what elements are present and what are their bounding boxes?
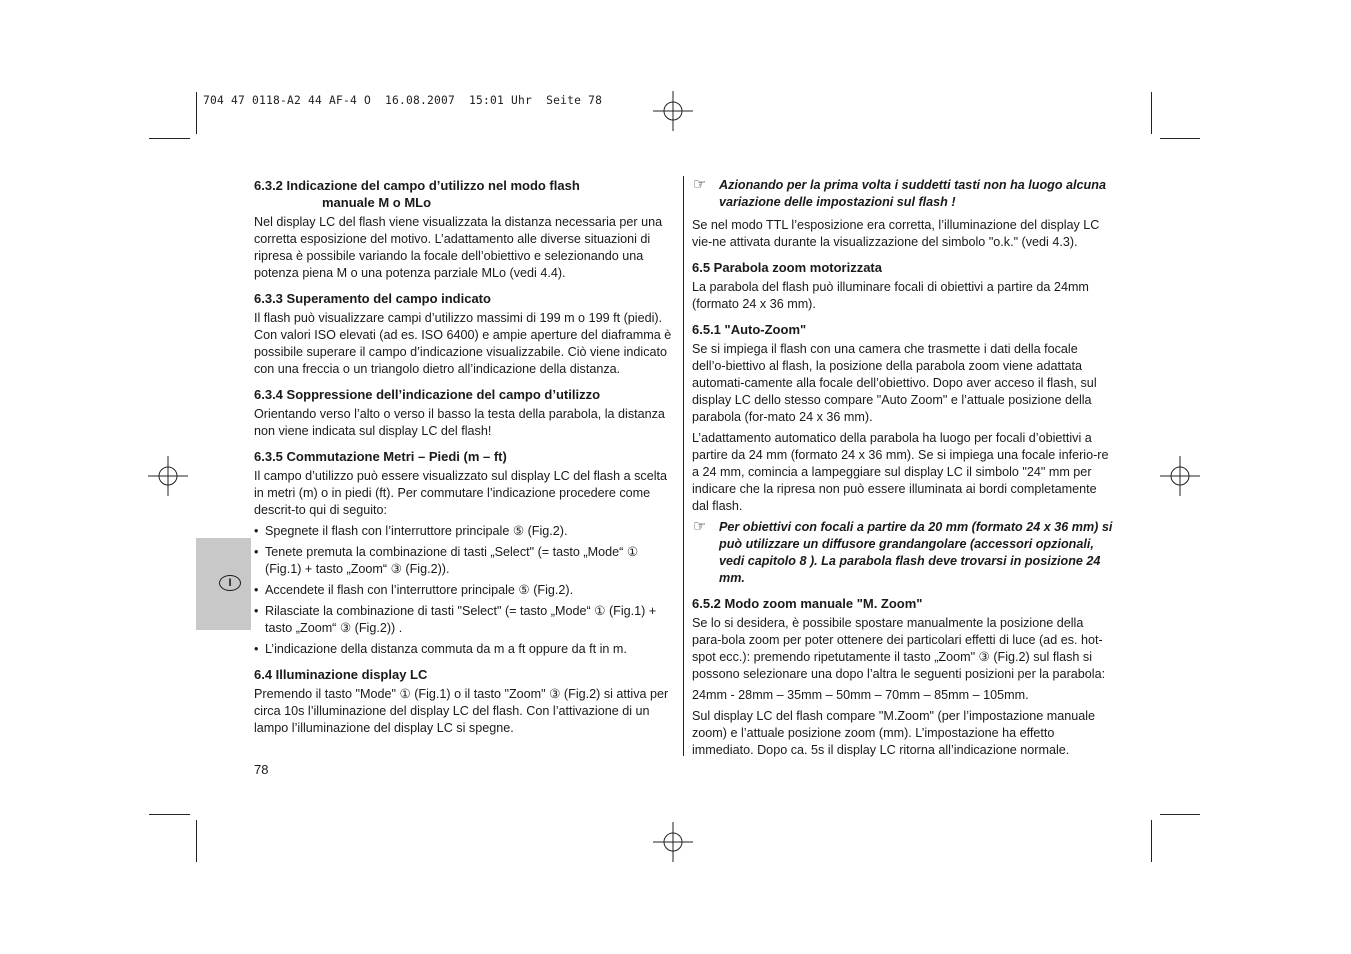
crop-mark [196, 820, 197, 862]
pointing-hand-icon: ☞ [693, 518, 707, 535]
pointing-hand-icon: ☞ [693, 176, 707, 193]
paragraph: Orientando verso l’alto o verso il basso la testa della parabola, la distanza non viene indicata sul display LC del flash! [254, 407, 665, 438]
crop-mark [196, 92, 197, 134]
right-column [692, 177, 1114, 763]
heading-6-3-2: 6.3.2 Indicazione del campo d’utilizzo nel modo flash manuale M o MLo [254, 178, 580, 210]
crop-mark [1160, 814, 1200, 815]
list-item: • Tenete premuta la combinazione di tasti „Select" (= tasto „Mode“ ① (Fig.1) + tasto „Zoom“ ③ (Fig.2)). [254, 544, 675, 578]
list-item: • Spegnete il flash con l’interruttore principale ⑤ (Fig.2). [254, 523, 675, 540]
heading-6-5-1: 6.5.1 "Auto-Zoom" [692, 322, 807, 337]
registration-mark-icon [1160, 456, 1200, 496]
paragraph: Se nel modo TTL l’esposizione era corretta, l’illuminazione del display LC vie-ne attivata durante la visualizzazione del simbolo "o.k." (vedi 4.3). [692, 218, 1100, 249]
note: ☞ Azionando per la prima volta i suddetti tasti non ha luogo alcuna variazione delle impostazioni sul flash ! [693, 176, 1106, 209]
instruction-list [254, 523, 675, 658]
crop-mark [1151, 92, 1152, 134]
heading-6-4: 6.4 Illuminazione display LC [254, 667, 428, 682]
paragraph: Il campo d’utilizzo può essere visualizzato sul display LC del flash a scelta in metri (m) o in piedi (ft). Per commutare l’indicazione procedere come descrit-to qui di seguito: [254, 469, 667, 517]
registration-mark-icon [148, 456, 188, 496]
heading-6-3-4: 6.3.4 Soppressione dell’indicazione del campo d’utilizzo [254, 387, 601, 402]
crop-mark [149, 138, 190, 139]
language-tab [196, 538, 251, 630]
page-number: 78 [254, 762, 269, 777]
column-divider [683, 176, 684, 756]
crop-mark [1151, 820, 1152, 862]
heading-6-3-5: 6.3.5 Commutazione Metri – Piedi (m – ft) [254, 449, 507, 464]
heading-6-5-2: 6.5.2 Modo zoom manuale "M. Zoom" [692, 596, 923, 611]
paragraph: Premendo il tasto "Mode" ① (Fig.1) o il tasto "Zoom" ③ (Fig.2) si attiva per circa 10s l’illuminazione del display LC del flash. Con l’attivazione di un lampo l’illuminazione del display LC si spegne. [254, 687, 669, 735]
print-header: 704 47 0118-A2 44 AF-4 O 16.08.2007 15:01 Uhr Seite 78 [203, 94, 603, 107]
paragraph: 24mm - 28mm – 35mm – 50mm – 70mm – 85mm – 105mm. [692, 688, 1029, 702]
list-item: • L’indicazione della distanza commuta da m a ft oppure da ft in m. [254, 641, 675, 658]
crop-mark [1160, 138, 1200, 139]
paragraph: Il flash può visualizzare campi d’utilizzo massimi di 199 m o 199 ft (piedi). Con valori ISO elevati (ad es. ISO 6400) e ampie aperture del diaframma è possibile superare il campo d’indicazione visualizzabile. Ciò viene indicato con una freccia o un triangolo dietro all’indicazione della distanza. [254, 311, 672, 376]
language-tab-letter: I [219, 575, 241, 591]
heading-6-3-3: 6.3.3 Superamento del campo indicato [254, 291, 491, 306]
paragraph: Se lo si desidera, è possibile spostare manualmente la posizione della para-bola zoom per poter ottenere dei particolari effetti di luce (ad es. hot-spot ecc.): premendo ripetutamente il tasto „Zoom" ③ (Fig.2) sul flash si possono selezionare una dopo l’altra le seguenti posizioni per la parabola: [692, 616, 1106, 681]
paragraph: L’adattamento automatico della parabola ha luogo per focali d’obiettivi a partire da 24 mm (formato 24 x 36 mm). Se si impiega una focale inferio-re a 24 mm, comincia a lampeggiare sul display LC il simbolo "24" mm per indicare che la ripresa non può essere illuminata ai bordi completamente dal flash. [692, 431, 1109, 513]
left-column [254, 177, 675, 741]
paragraph: Sul display LC del flash compare "M.Zoom" (per l’impostazione manuale zoom) e l’attuale posizione zoom (mm). L’impostazione ha effetto immediato. Dopo ca. 5s il display LC ritorna all’indicazione normale. [692, 709, 1096, 757]
registration-mark-icon [653, 91, 693, 131]
paragraph: Nel display LC del flash viene visualizzata la distanza necessaria per una corretta esposizione del motivo. L’adattamento alle diverse situazioni di ripresa è possibile variando la focale dell’obiettivo e selezionando una potenza piena M o una potenza parziale MLo (vedi 4.4). [254, 215, 663, 280]
heading-6-5: 6.5 Parabola zoom motorizzata [692, 260, 882, 275]
note: ☞ Per obiettivi con focali a partire da 20 mm (formato 24 x 36 mm) si può utilizzare un diffusore grandangolare (accessori opzionali, vedi capitolo 8 ). La parabola flash deve trovarsi in posizione 24 mm. [693, 518, 1113, 585]
paragraph: Se si impiega il flash con una camera che trasmette i dati della focale dell’o-biettivo al flash, la posizione della parabola zoom viene adattata automati-camente alla focale dell’obiettivo. Dopo aver acceso il flash, sul display LC dello stesso compare "Auto Zoom" e l’attuale posizione della parabola (for-mato 24 x 36 mm). [692, 342, 1097, 424]
list-item: • Rilasciate la combinazione di tasti "Select" (= tasto „Mode“ ① (Fig.1) + tasto „Zoom“ ③ (Fig.2)) . [254, 603, 675, 637]
registration-mark-icon [653, 822, 693, 862]
crop-mark [149, 814, 190, 815]
paragraph: La parabola del flash può illuminare focali di obiettivi a partire da 24mm (formato 24 x 36 mm). [692, 280, 1089, 311]
list-item: • Accendete il flash con l’interruttore principale ⑤ (Fig.2). [254, 582, 675, 599]
